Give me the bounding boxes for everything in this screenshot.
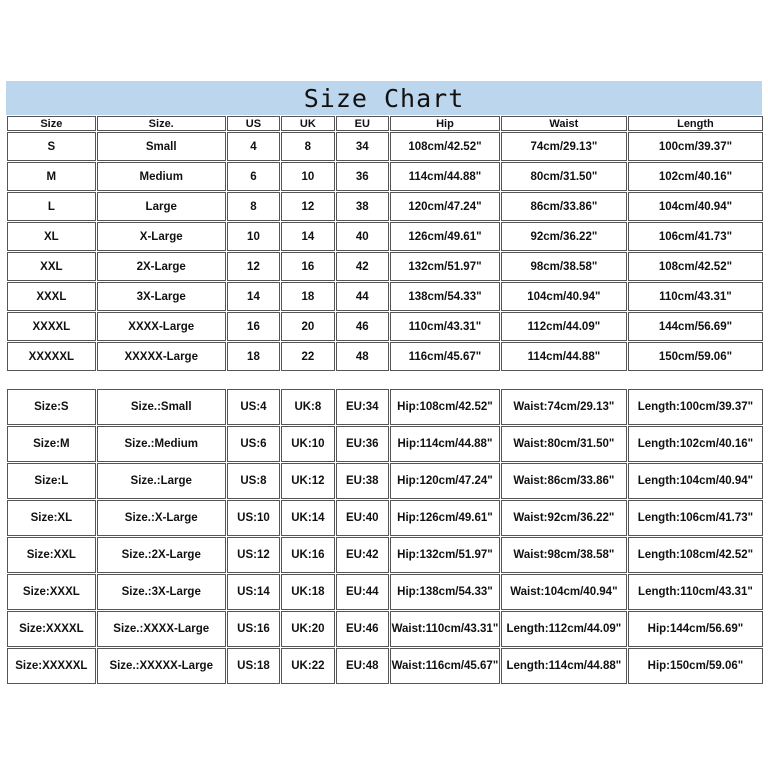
- table-cell: 18: [227, 342, 280, 371]
- table-cell: UK:22: [281, 648, 334, 684]
- table-cell: Size:S: [7, 389, 96, 425]
- table-cell: 10: [227, 222, 280, 251]
- table-cell: 44: [336, 282, 389, 311]
- header-row: [7, 116, 763, 131]
- table-cell: 14: [227, 282, 280, 311]
- table-cell: 108cm/42.52": [628, 252, 763, 281]
- table-row: [7, 574, 763, 610]
- table-cell: 98cm/38.58": [501, 252, 627, 281]
- table-row: [7, 500, 763, 536]
- table-cell: 132cm/51.97": [390, 252, 500, 281]
- table-cell: 16: [227, 312, 280, 341]
- table-cell: 114cm/44.88": [390, 162, 500, 191]
- table-row: [7, 252, 763, 281]
- table-cell: Size.:Medium: [97, 426, 226, 462]
- table-cell: 104cm/40.94": [628, 192, 763, 221]
- table-cell: Size.:Large: [97, 463, 226, 499]
- table-cell: US:10: [227, 500, 280, 536]
- table-cell: 4: [227, 132, 280, 161]
- table-cell: EU:38: [336, 463, 389, 499]
- table-cell: EU:42: [336, 537, 389, 573]
- table-cell: 36: [336, 162, 389, 191]
- table-cell: Length:112cm/44.09": [501, 611, 627, 647]
- table-row: [7, 611, 763, 647]
- table-cell: 12: [227, 252, 280, 281]
- header-cell: US: [227, 116, 280, 131]
- table-cell: 48: [336, 342, 389, 371]
- table-cell: 126cm/49.61": [390, 222, 500, 251]
- table-cell: Waist:104cm/40.94": [501, 574, 627, 610]
- table-cell: UK:12: [281, 463, 334, 499]
- table-row: [7, 342, 763, 371]
- table-cell: US:4: [227, 389, 280, 425]
- table-cell: 74cm/29.13": [501, 132, 627, 161]
- table-cell: Size.:Small: [97, 389, 226, 425]
- table-row: [7, 162, 763, 191]
- table-cell: 92cm/36.22": [501, 222, 627, 251]
- table-cell: Length:102cm/40.16": [628, 426, 763, 462]
- table-cell: 42: [336, 252, 389, 281]
- header-cell: Waist: [501, 116, 627, 131]
- table-row: [7, 132, 763, 161]
- table-cell: Hip:114cm/44.88": [390, 426, 500, 462]
- table-cell: Length:104cm/40.94": [628, 463, 763, 499]
- table-cell: Size:XL: [7, 500, 96, 536]
- table-cell: Waist:86cm/33.86": [501, 463, 627, 499]
- table-cell: 12: [281, 192, 334, 221]
- table-cell: XL: [7, 222, 96, 251]
- table-cell: Size.:XXXX-Large: [97, 611, 226, 647]
- table-cell: 116cm/45.67": [390, 342, 500, 371]
- table-cell: L: [7, 192, 96, 221]
- table-cell: M: [7, 162, 96, 191]
- table-cell: 46: [336, 312, 389, 341]
- table-cell: Waist:116cm/45.67": [390, 648, 500, 684]
- header-cell: Size: [7, 116, 96, 131]
- table-cell: EU:34: [336, 389, 389, 425]
- table-cell: Length:108cm/42.52": [628, 537, 763, 573]
- table-cell: Hip:108cm/42.52": [390, 389, 500, 425]
- table-cell: 14: [281, 222, 334, 251]
- table-cell: 86cm/33.86": [501, 192, 627, 221]
- table-cell: Size:XXXL: [7, 574, 96, 610]
- table-cell: 100cm/39.37": [628, 132, 763, 161]
- table-cell: Length:110cm/43.31": [628, 574, 763, 610]
- table-cell: 110cm/43.31": [628, 282, 763, 311]
- table-cell: Hip:144cm/56.69": [628, 611, 763, 647]
- size-table-labeled: [6, 388, 764, 685]
- table-cell: Medium: [97, 162, 226, 191]
- table-cell: 106cm/41.73": [628, 222, 763, 251]
- table-cell: Hip:138cm/54.33": [390, 574, 500, 610]
- table-cell: US:12: [227, 537, 280, 573]
- size-table-compact: [6, 115, 764, 372]
- table-cell: UK:10: [281, 426, 334, 462]
- table-cell: Size.:3X-Large: [97, 574, 226, 610]
- table-row: [7, 222, 763, 251]
- table-cell: Waist:92cm/36.22": [501, 500, 627, 536]
- table-cell: 40: [336, 222, 389, 251]
- table-row: [7, 389, 763, 425]
- table-cell: 144cm/56.69": [628, 312, 763, 341]
- header-cell: UK: [281, 116, 334, 131]
- header-cell: EU: [336, 116, 389, 131]
- table-cell: Waist:98cm/38.58": [501, 537, 627, 573]
- table-cell: 22: [281, 342, 334, 371]
- table-cell: 8: [227, 192, 280, 221]
- table-row: [7, 648, 763, 684]
- table-cell: 3X-Large: [97, 282, 226, 311]
- header-cell: Size.: [97, 116, 226, 131]
- table-cell: 112cm/44.09": [501, 312, 627, 341]
- table-cell: Waist:74cm/29.13": [501, 389, 627, 425]
- table-cell: 38: [336, 192, 389, 221]
- table-cell: 80cm/31.50": [501, 162, 627, 191]
- table-cell: XXXXL: [7, 312, 96, 341]
- table-cell: XXXX-Large: [97, 312, 226, 341]
- page-title: Size Chart: [303, 83, 465, 113]
- table-cell: Size:XXXXXL: [7, 648, 96, 684]
- table-cell: XXXXX-Large: [97, 342, 226, 371]
- table-cell: Small: [97, 132, 226, 161]
- table-cell: EU:48: [336, 648, 389, 684]
- table-row: [7, 312, 763, 341]
- table-cell: Size.:XXXXX-Large: [97, 648, 226, 684]
- table-cell: 16: [281, 252, 334, 281]
- table-row: [7, 537, 763, 573]
- table-cell: EU:44: [336, 574, 389, 610]
- table-cell: EU:40: [336, 500, 389, 536]
- table-cell: XXL: [7, 252, 96, 281]
- header-cell: Hip: [390, 116, 500, 131]
- table-cell: UK:16: [281, 537, 334, 573]
- table-cell: XXXXXL: [7, 342, 96, 371]
- table-cell: 110cm/43.31": [390, 312, 500, 341]
- table-cell: S: [7, 132, 96, 161]
- table-cell: Hip:120cm/47.24": [390, 463, 500, 499]
- table-cell: 2X-Large: [97, 252, 226, 281]
- table-cell: 6: [227, 162, 280, 191]
- table-cell: Hip:132cm/51.97": [390, 537, 500, 573]
- table-cell: Large: [97, 192, 226, 221]
- table-cell: 102cm/40.16": [628, 162, 763, 191]
- table-cell: Size:M: [7, 426, 96, 462]
- table-cell: Length:100cm/39.37": [628, 389, 763, 425]
- table-cell: US:14: [227, 574, 280, 610]
- table-cell: Size.:2X-Large: [97, 537, 226, 573]
- table-cell: 10: [281, 162, 334, 191]
- header-cell: Length: [628, 116, 763, 131]
- table-cell: US:18: [227, 648, 280, 684]
- table-cell: UK:8: [281, 389, 334, 425]
- table-cell: US:8: [227, 463, 280, 499]
- table-row: [7, 192, 763, 221]
- table-cell: 34: [336, 132, 389, 161]
- table-cell: Hip:126cm/49.61": [390, 500, 500, 536]
- table-cell: 138cm/54.33": [390, 282, 500, 311]
- table-row: [7, 426, 763, 462]
- table-cell: 18: [281, 282, 334, 311]
- table-cell: Hip:150cm/59.06": [628, 648, 763, 684]
- table-cell: 120cm/47.24": [390, 192, 500, 221]
- table-cell: 8: [281, 132, 334, 161]
- table-cell: Waist:80cm/31.50": [501, 426, 627, 462]
- table-cell: UK:18: [281, 574, 334, 610]
- table-cell: EU:46: [336, 611, 389, 647]
- table-cell: UK:20: [281, 611, 334, 647]
- title-banner: [6, 81, 762, 115]
- table-cell: Size:XXL: [7, 537, 96, 573]
- table-cell: 150cm/59.06": [628, 342, 763, 371]
- table-cell: Length:114cm/44.88": [501, 648, 627, 684]
- table-cell: 108cm/42.52": [390, 132, 500, 161]
- table-cell: Size.:X-Large: [97, 500, 226, 536]
- table-row: [7, 463, 763, 499]
- table-cell: US:6: [227, 426, 280, 462]
- table-cell: XXXL: [7, 282, 96, 311]
- table-cell: Length:106cm/41.73": [628, 500, 763, 536]
- table-cell: Size:L: [7, 463, 96, 499]
- table-cell: Waist:110cm/43.31": [390, 611, 500, 647]
- table-cell: US:16: [227, 611, 280, 647]
- table-cell: 114cm/44.88": [501, 342, 627, 371]
- table-cell: X-Large: [97, 222, 226, 251]
- table-cell: Size:XXXXL: [7, 611, 96, 647]
- table-cell: UK:14: [281, 500, 334, 536]
- table-cell: EU:36: [336, 426, 389, 462]
- table-row: [7, 282, 763, 311]
- table-cell: 104cm/40.94": [501, 282, 627, 311]
- table-cell: 20: [281, 312, 334, 341]
